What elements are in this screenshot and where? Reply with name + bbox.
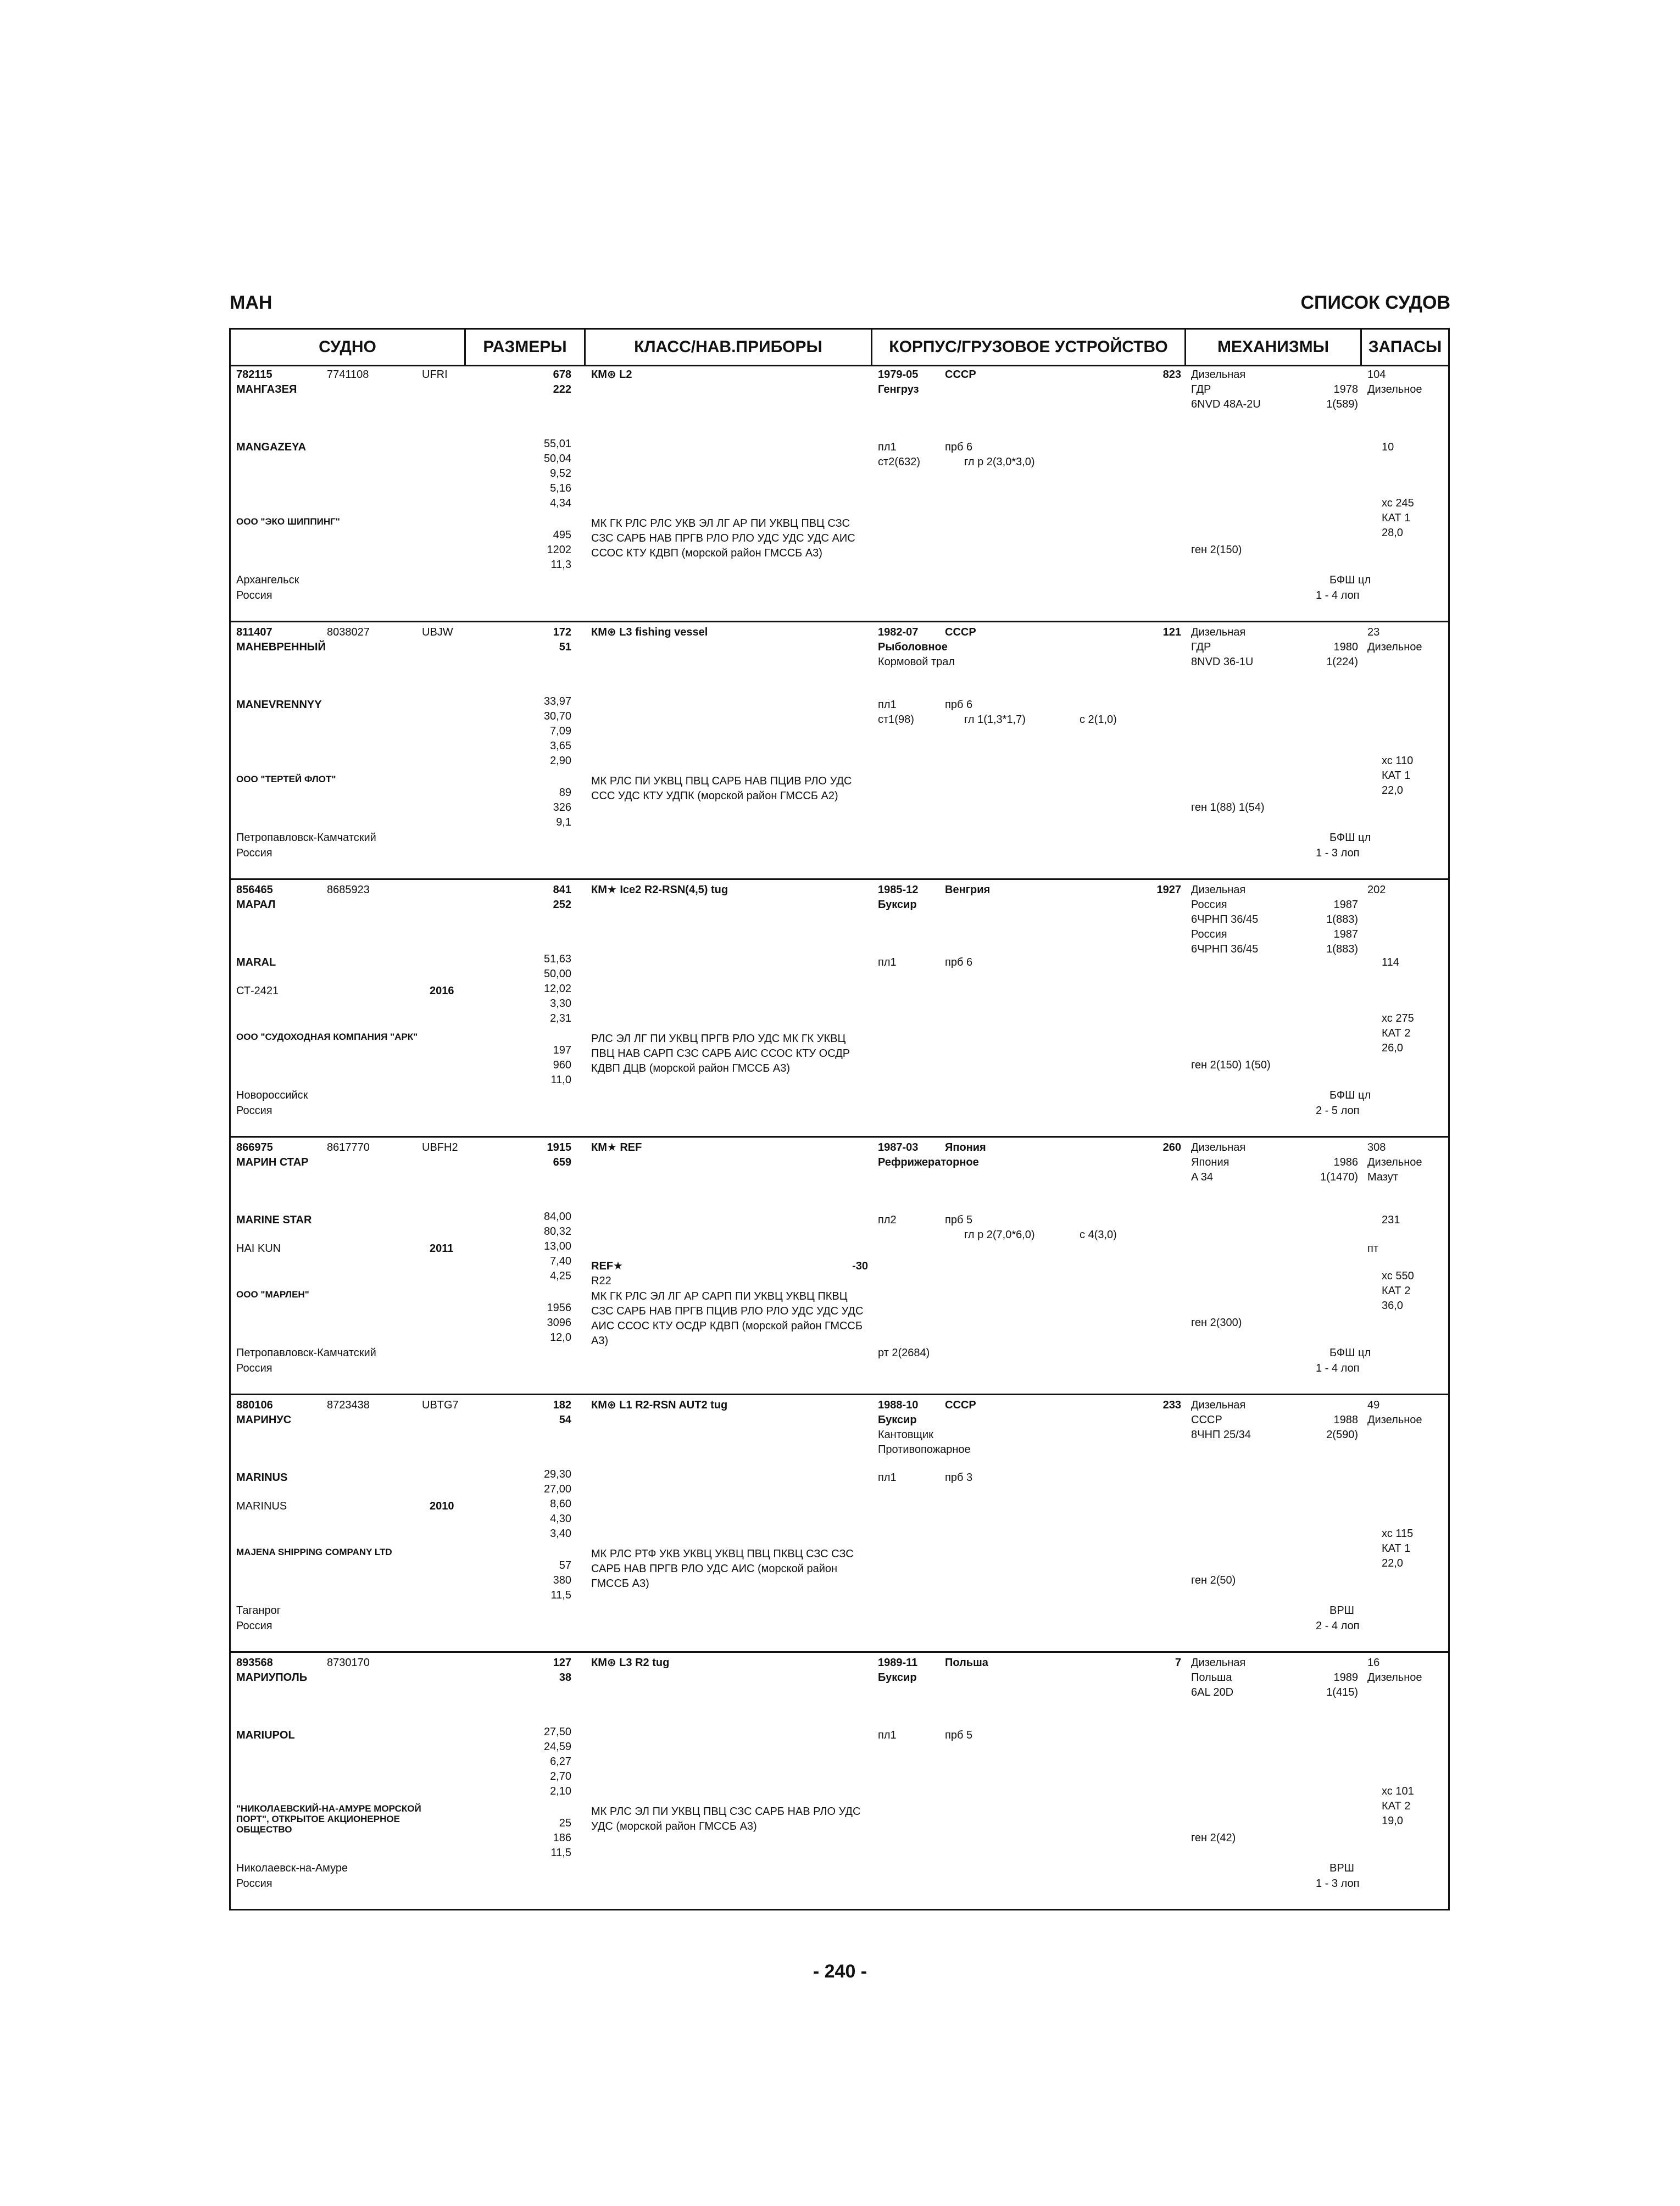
- engine-spec: 1(415): [1326, 1686, 1358, 1698]
- build-number: 233: [1162, 1399, 1181, 1411]
- engine-spec: 1986: [1333, 1156, 1358, 1168]
- net-tonnage: 252: [553, 899, 571, 911]
- col-header-machinery: МЕХАНИЗМЫ: [1186, 330, 1362, 365]
- owner: ООО "СУДОХОДНАЯ КОМПАНИЯ "АРК": [236, 1032, 418, 1042]
- dimension-value: 30,70: [543, 710, 571, 722]
- navigation-equipment: МК РЛС РТФ УКВ УКВЦ УКВЦ ПВЦ ПКВЦ СЗС СЗС САРБ НАВ ПРГВ РЛО УДС АИС (морской район ГМССБ А3): [591, 1548, 854, 1590]
- propeller-type: ВРШ: [1329, 1605, 1355, 1617]
- fuel-capacity: 23: [1367, 626, 1380, 638]
- ship-record: [231, 1653, 1448, 1910]
- reg-number: 856465: [236, 884, 273, 896]
- builder-country: СССР: [945, 1399, 976, 1411]
- imo-number: 7741108: [327, 369, 369, 381]
- build-number: 260: [1162, 1141, 1181, 1154]
- build-number: 7: [1175, 1657, 1181, 1669]
- reg-number: 782115: [236, 369, 272, 381]
- deadweight-value: 57: [559, 1559, 571, 1572]
- deadweight-value: 1956: [547, 1302, 571, 1314]
- dimension-value: 33,97: [543, 695, 571, 708]
- dimension-value: 84,00: [543, 1211, 571, 1223]
- fuel-type-2: Мазут: [1367, 1171, 1398, 1183]
- hull-reefer: рт 2(2684): [878, 1347, 930, 1359]
- ship-name-ru: МАРАЛ: [236, 899, 276, 911]
- builder-country: СССР: [945, 369, 976, 381]
- fuel-type: Дизельное: [1367, 383, 1422, 395]
- class-notation: КМ★ REF: [591, 1141, 642, 1154]
- ship-name-ru: МАНГАЗЕЯ: [236, 383, 297, 395]
- flag-country: Россия: [236, 1105, 272, 1117]
- ship-name-en: MARINUS: [236, 1472, 288, 1484]
- owner: ООО "МАРЛЕН": [236, 1289, 309, 1300]
- supplies-hs: хс 275: [1382, 1012, 1414, 1024]
- engine-spec: 1(883): [1326, 943, 1358, 955]
- call-sign: UBFH2: [422, 1141, 458, 1154]
- flag-country: Россия: [236, 847, 272, 859]
- dimension-value: 29,30: [543, 1468, 571, 1480]
- fuel-capacity: 16: [1367, 1657, 1380, 1669]
- net-tonnage: 51: [559, 641, 571, 653]
- flag-country: Россия: [236, 1362, 272, 1374]
- dimension-value: 27,00: [543, 1483, 571, 1495]
- hull-deck: пл1: [878, 441, 897, 453]
- deadweight-value: 11,5: [550, 1847, 571, 1859]
- class-notation: КМ⊛ L3 fishing vessel: [591, 626, 708, 638]
- dimension-value: 12,02: [543, 983, 571, 995]
- dimension-value: 50,04: [543, 453, 571, 465]
- supplies-hs: хс 550: [1382, 1270, 1414, 1282]
- dimension-value: 3,40: [550, 1528, 571, 1540]
- hull-bulkheads: прб 5: [945, 1729, 973, 1741]
- generators: ген 2(150): [1191, 544, 1242, 556]
- supplies-category: КАТ 1: [1382, 1542, 1411, 1555]
- deadweight-value: 9,1: [556, 816, 571, 828]
- builder-country: Япония: [945, 1141, 986, 1154]
- supplies-value: 22,0: [1382, 1557, 1403, 1569]
- build-date: 1985-12: [878, 884, 919, 896]
- engine-make: Россия: [1191, 928, 1227, 940]
- hull-bulkheads: прб 6: [945, 956, 973, 968]
- class-notation-2: REF★: [591, 1260, 623, 1272]
- dimension-value: 4,30: [550, 1513, 571, 1525]
- col-header-dimensions: РАЗМЕРЫ: [466, 330, 586, 365]
- hull-bulkheads: прб 6: [945, 699, 973, 711]
- deadweight-value: 11,5: [550, 1589, 571, 1601]
- net-tonnage: 38: [559, 1672, 571, 1684]
- engine-spec: 1978: [1333, 383, 1358, 395]
- reg-number: 880106: [236, 1399, 273, 1411]
- engine-type: Дизельная: [1191, 369, 1246, 381]
- engine-make: 6ЧРНП 36/45: [1191, 943, 1259, 955]
- navigation-equipment: РЛС ЭЛ ЛГ ПИ УКВЦ ПРГВ РЛО УДС МК ГК УКВЦ ПВЦ НАВ САРП СЗС САРБ АИС ССОС КТУ ОСДР КДВП ДЦВ (морской район ГМССБ А3): [591, 1033, 850, 1074]
- generators: ген 2(42): [1191, 1832, 1236, 1844]
- imo-number: 8730170: [327, 1657, 370, 1669]
- imo-number: 8617770: [327, 1141, 370, 1154]
- dimension-value: 13,00: [543, 1240, 571, 1252]
- engine-type: Дизельная: [1191, 1657, 1246, 1669]
- dimension-value: 55,01: [543, 438, 571, 450]
- build-date: 1982-07: [878, 626, 919, 638]
- supplies-value: 22,0: [1382, 784, 1403, 796]
- former-name: HAI KUN: [236, 1243, 281, 1255]
- ship-type: Рефрижераторное: [878, 1156, 979, 1168]
- class-notation: КМ★ Ice2 R2-RSN(4,5) tug: [591, 884, 728, 896]
- reg-number: 811407: [236, 626, 272, 638]
- engine-make: Япония: [1191, 1156, 1230, 1168]
- engine-make: СССР: [1191, 1414, 1222, 1426]
- engine-type: Дизельная: [1191, 1399, 1246, 1411]
- class-notation-2-value: -30: [852, 1260, 868, 1272]
- reg-number: 866975: [236, 1141, 273, 1154]
- owner: ООО "ЭКО ШИППИНГ": [236, 516, 340, 527]
- home-port: Николаевск-на-Амуре: [236, 1862, 348, 1874]
- generators: ген 1(88) 1(54): [1191, 801, 1265, 814]
- dimension-value: 2,70: [550, 1770, 571, 1782]
- hull-deck: пл1: [878, 956, 897, 968]
- engine-type: Дизельная: [1191, 884, 1246, 896]
- former-name: СТ-2421: [236, 985, 279, 997]
- call-sign: UFRI: [422, 369, 448, 381]
- class-notation-3: R22: [591, 1275, 611, 1287]
- engine-spec: 2(590): [1326, 1429, 1358, 1441]
- hull-hatches: гл р 2(3,0*3,0): [964, 456, 1035, 468]
- flag-country: Россия: [236, 589, 272, 601]
- hull-bulkheads: прб 3: [945, 1472, 973, 1484]
- deadweight-value: 3096: [547, 1317, 571, 1329]
- build-date: 1988-10: [878, 1399, 919, 1411]
- ship-name-ru: МАНЕВРЕННЫЙ: [236, 641, 326, 653]
- ship-type: Генгруз: [878, 383, 919, 395]
- dimension-value: 3,30: [550, 998, 571, 1010]
- home-port: Таганрог: [236, 1605, 281, 1617]
- engine-spec: 1(589): [1326, 398, 1358, 410]
- supplies-value: 28,0: [1382, 527, 1403, 539]
- hull-bulkheads: прб 6: [945, 441, 973, 453]
- ship-name-ru: МАРИН СТАР: [236, 1156, 309, 1168]
- flag-country: Россия: [236, 1620, 272, 1632]
- engine-spec: 1987: [1333, 899, 1358, 911]
- deadweight-value: 11,0: [550, 1074, 571, 1086]
- navigation-equipment: МК ГК РЛС ЭЛ ЛГ АР САРП ПИ УКВЦ УКВЦ ПКВЦ СЗС САРБ НАВ ПРГВ ПЦИВ РЛО РЛО УДС УДС УДС АИС ССОС КТУ ОСДР КДВП (морской район ГМССБ А3): [591, 1290, 864, 1347]
- engine-make: A 34: [1191, 1171, 1214, 1183]
- page-header-left: МАН: [230, 292, 272, 313]
- deadweight-value: 12,0: [550, 1332, 571, 1344]
- water-capacity: 114: [1382, 956, 1399, 968]
- deadweight-value: 380: [553, 1574, 571, 1586]
- supplies-hs: хс 115: [1382, 1528, 1414, 1540]
- fuel-capacity: 104: [1367, 369, 1386, 381]
- supplies-value: 36,0: [1382, 1300, 1403, 1312]
- dimension-value: 27,50: [543, 1726, 571, 1738]
- gross-tonnage: 678: [553, 369, 571, 381]
- engine-make: Польша: [1191, 1672, 1232, 1684]
- build-number: 121: [1162, 626, 1181, 638]
- deadweight-value: 960: [553, 1059, 571, 1071]
- former-name-year: 2016: [430, 985, 454, 997]
- former-name-year: 2011: [430, 1243, 454, 1255]
- builder-country: Польша: [945, 1657, 988, 1669]
- engine-spec: 1987: [1333, 928, 1358, 940]
- build-date: 1989-11: [878, 1657, 918, 1669]
- gross-tonnage: 172: [553, 626, 571, 638]
- net-tonnage: 54: [559, 1414, 571, 1426]
- ship-type-3: Противопожарное: [878, 1444, 971, 1456]
- gross-tonnage: 841: [553, 884, 571, 896]
- supplies-hs: хс 110: [1382, 755, 1414, 767]
- ship-type: Буксир: [878, 1672, 917, 1684]
- dimension-value: 51,63: [543, 953, 571, 965]
- gross-tonnage: 127: [553, 1657, 571, 1669]
- fuel-type: Дизельное: [1367, 1156, 1422, 1168]
- supplies-value: 19,0: [1382, 1815, 1403, 1827]
- deadweight-value: 11,3: [550, 559, 571, 571]
- hull-deck: пл1: [878, 1472, 897, 1484]
- dimension-value: 5,16: [550, 482, 571, 494]
- engine-make: Россия: [1191, 899, 1227, 911]
- supplies-category: КАТ 2: [1382, 1027, 1411, 1039]
- col-header-hull: КОРПУС/ГРУЗОВОЕ УСТРОЙСТВО: [872, 330, 1186, 365]
- propeller-blades: 2 - 4 лоп: [1316, 1620, 1360, 1632]
- supplies-hs: хс 245: [1382, 497, 1414, 509]
- dimension-value: 7,09: [550, 725, 571, 737]
- call-sign: UBJW: [422, 626, 453, 638]
- build-date: 1979-05: [878, 369, 919, 381]
- class-notation: КМ⊛ L1 R2-RSN AUT2 tug: [591, 1399, 728, 1411]
- home-port: Новороссийск: [236, 1089, 308, 1101]
- dimension-value: 8,60: [550, 1498, 571, 1510]
- hull-holds: ст2(632): [878, 456, 920, 468]
- propeller-type: БФШ цл: [1329, 832, 1371, 844]
- col-header-ship: СУДНО: [231, 330, 466, 365]
- fuel-capacity: 202: [1367, 884, 1386, 896]
- owner: ООО "ТЕРТЕЙ ФЛОТ": [236, 774, 336, 784]
- ship-record: [231, 365, 1448, 622]
- dimension-value: 4,34: [550, 497, 571, 509]
- deadweight-value: 326: [553, 801, 571, 814]
- engine-spec: 1989: [1333, 1672, 1358, 1684]
- deadweight-value: 197: [553, 1044, 571, 1056]
- supplies-category: КАТ 2: [1382, 1285, 1411, 1297]
- ship-record: [231, 1395, 1448, 1653]
- ship-name-en: MARAL: [236, 956, 276, 968]
- water-capacity: 231: [1382, 1214, 1400, 1226]
- imo-number: 8685923: [327, 884, 370, 896]
- hull-deck: пл2: [878, 1214, 897, 1226]
- propeller-type: БФШ цл: [1329, 1089, 1371, 1101]
- page-header-right: СПИСОК СУДОВ: [1300, 292, 1450, 313]
- ship-list-table: [229, 328, 1450, 1910]
- class-notation: КМ⊛ L2: [591, 369, 632, 381]
- ship-record: [231, 880, 1448, 1138]
- builder-country: СССР: [945, 626, 976, 638]
- call-sign: UBTG7: [422, 1399, 459, 1411]
- engine-spec: 1(883): [1326, 913, 1358, 926]
- build-number: 1927: [1156, 884, 1181, 896]
- net-tonnage: 222: [553, 383, 571, 395]
- generators: ген 2(300): [1191, 1317, 1242, 1329]
- propeller-type: БФШ цл: [1329, 1347, 1371, 1359]
- propeller-type: БФШ цл: [1329, 574, 1371, 586]
- build-number: 823: [1162, 369, 1181, 381]
- deadweight-value: 495: [553, 529, 571, 541]
- supplies-category: КАТ 1: [1382, 512, 1411, 524]
- propeller-type: ВРШ: [1329, 1862, 1355, 1874]
- engine-make: 6AL 20D: [1191, 1686, 1234, 1698]
- deadweight-value: 89: [559, 787, 571, 799]
- ship-name-ru: МАРИНУС: [236, 1414, 292, 1426]
- deadweight-value: 25: [559, 1817, 571, 1829]
- col-header-supplies: ЗАПАСЫ: [1368, 338, 1442, 356]
- gross-tonnage: 182: [553, 1399, 571, 1411]
- build-date: 1987-03: [878, 1141, 919, 1154]
- flag-country: Россия: [236, 1878, 272, 1890]
- builder-country: Венгрия: [945, 884, 991, 896]
- imo-number: 8723438: [327, 1399, 370, 1411]
- ship-type: Буксир: [878, 899, 917, 911]
- ship-type-2: Кантовщик: [878, 1429, 933, 1441]
- ship-record: [231, 622, 1448, 880]
- ship-name-ru: МАРИУПОЛЬ: [236, 1672, 308, 1684]
- owner: MAJENA SHIPPING COMPANY LTD: [236, 1547, 392, 1557]
- dimension-value: 2,31: [550, 1012, 571, 1024]
- ship-type: Буксир: [878, 1414, 917, 1426]
- supplies-extra: пт: [1367, 1243, 1378, 1255]
- generators: ген 2(150) 1(50): [1191, 1059, 1271, 1071]
- ship-name-en: MANEVRENNYY: [236, 699, 322, 711]
- deadweight-value: 1202: [547, 544, 571, 556]
- ship-record: [231, 1138, 1448, 1395]
- engine-make: 6ЧРНП 36/45: [1191, 913, 1259, 926]
- former-name: MARINUS: [236, 1500, 287, 1512]
- generators: ген 2(50): [1191, 1574, 1236, 1586]
- owner: "НИКОЛАЕВСКИЙ-НА-АМУРЕ МОРСКОЙ ПОРТ", ОТКРЫТОЕ АКЦИОНЕРНОЕ ОБЩЕСТВО: [236, 1803, 421, 1835]
- propeller-blades: 1 - 3 лоп: [1316, 847, 1360, 859]
- ship-type: Рыболовное: [878, 641, 948, 653]
- ship-name-en: MARIUPOL: [236, 1729, 295, 1741]
- dimension-value: 50,00: [543, 968, 571, 980]
- dimension-value: 2,90: [550, 755, 571, 767]
- class-notation: КМ⊛ L3 R2 tug: [591, 1657, 670, 1669]
- reg-number: 893568: [236, 1657, 273, 1669]
- imo-number: 8038027: [327, 626, 370, 638]
- ship-name-en: MANGAZEYA: [236, 441, 307, 453]
- hull-holds: ст1(98): [878, 714, 914, 726]
- engine-make: 8NVD 36-1U: [1191, 656, 1254, 668]
- supplies-category: КАТ 1: [1382, 770, 1411, 782]
- hull-bulkheads: прб 5: [945, 1214, 973, 1226]
- dimension-value: 24,59: [543, 1741, 571, 1753]
- home-port: Архангельск: [236, 574, 299, 586]
- home-port: Петропавловск-Камчатский: [236, 1347, 376, 1359]
- deadweight-value: 186: [553, 1832, 571, 1844]
- engine-make: 6NVD 48A-2U: [1191, 398, 1261, 410]
- engine-spec: 1988: [1333, 1414, 1358, 1426]
- fuel-type: Дизельное: [1367, 641, 1422, 653]
- fuel-capacity: 308: [1367, 1141, 1386, 1154]
- engine-make: ГДР: [1191, 383, 1211, 395]
- home-port: Петропавловск-Камчатский: [236, 832, 376, 844]
- supplies-value: 26,0: [1382, 1042, 1403, 1054]
- hull-deck: пл1: [878, 1729, 897, 1741]
- net-tonnage: 659: [553, 1156, 571, 1168]
- hull-cargo-gear: с 4(3,0): [1080, 1229, 1117, 1241]
- engine-make: 8ЧНП 25/34: [1191, 1429, 1251, 1441]
- table-header: [231, 330, 1448, 366]
- hull-hatches: гл р 2(7,0*6,0): [964, 1229, 1035, 1241]
- dimension-value: 80,32: [543, 1225, 571, 1238]
- fuel-type: Дизельное: [1367, 1672, 1422, 1684]
- page-number: - 240 -: [813, 1961, 867, 1982]
- navigation-equipment: МК ГК РЛС РЛС УКВ ЭЛ ЛГ АР ПИ УКВЦ ПВЦ СЗС СЗС САРБ НАВ ПРГВ РЛО РЛО УДС УДС УДС АИС ССОС КТУ КДВП (морской район ГМССБ А3): [591, 517, 855, 559]
- propeller-blades: 1 - 3 лоп: [1316, 1878, 1360, 1890]
- engine-spec: 1980: [1333, 641, 1358, 653]
- dimension-value: 4,25: [550, 1270, 571, 1282]
- engine-type: Дизельная: [1191, 1141, 1246, 1154]
- fuel-capacity: 49: [1367, 1399, 1380, 1411]
- water-capacity: 10: [1382, 441, 1394, 453]
- ship-type-2: Кормовой трал: [878, 656, 955, 668]
- engine-type: Дизельная: [1191, 626, 1246, 638]
- hull-hatches: гл 1(1,3*1,7): [964, 714, 1026, 726]
- engine-spec: 1(224): [1326, 656, 1358, 668]
- dimension-value: 9,52: [550, 467, 571, 480]
- propeller-blades: 2 - 5 лоп: [1316, 1105, 1360, 1117]
- dimension-value: 2,10: [550, 1785, 571, 1797]
- propeller-blades: 1 - 4 лоп: [1316, 1362, 1360, 1374]
- navigation-equipment: МК РЛС ЭЛ ПИ УКВЦ ПВЦ СЗС САРБ НАВ РЛО УДС УДС (морской район ГМССБ А3): [591, 1806, 861, 1832]
- fuel-type: Дизельное: [1367, 1414, 1422, 1426]
- propeller-blades: 1 - 4 лоп: [1316, 589, 1360, 601]
- navigation-equipment: МК РЛС ПИ УКВЦ ПВЦ САРБ НАВ ПЦИВ РЛО УДС ССС УДС КТУ УДПК (морской район ГМССБ А2): [591, 775, 852, 802]
- gross-tonnage: 1915: [547, 1141, 571, 1154]
- col-header-class: КЛАСС/НАВ.ПРИБОРЫ: [586, 330, 872, 365]
- ship-name-en: MARINE STAR: [236, 1214, 312, 1226]
- dimension-value: 3,65: [550, 740, 571, 752]
- supplies-hs: хс 101: [1382, 1785, 1414, 1797]
- hull-cargo-gear: с 2(1,0): [1080, 714, 1117, 726]
- former-name-year: 2010: [430, 1500, 454, 1512]
- engine-make: ГДР: [1191, 641, 1211, 653]
- hull-deck: пл1: [878, 699, 897, 711]
- engine-spec: 1(1470): [1320, 1171, 1358, 1183]
- supplies-category: КАТ 2: [1382, 1800, 1411, 1812]
- dimension-value: 7,40: [550, 1255, 571, 1267]
- dimension-value: 6,27: [550, 1756, 571, 1768]
